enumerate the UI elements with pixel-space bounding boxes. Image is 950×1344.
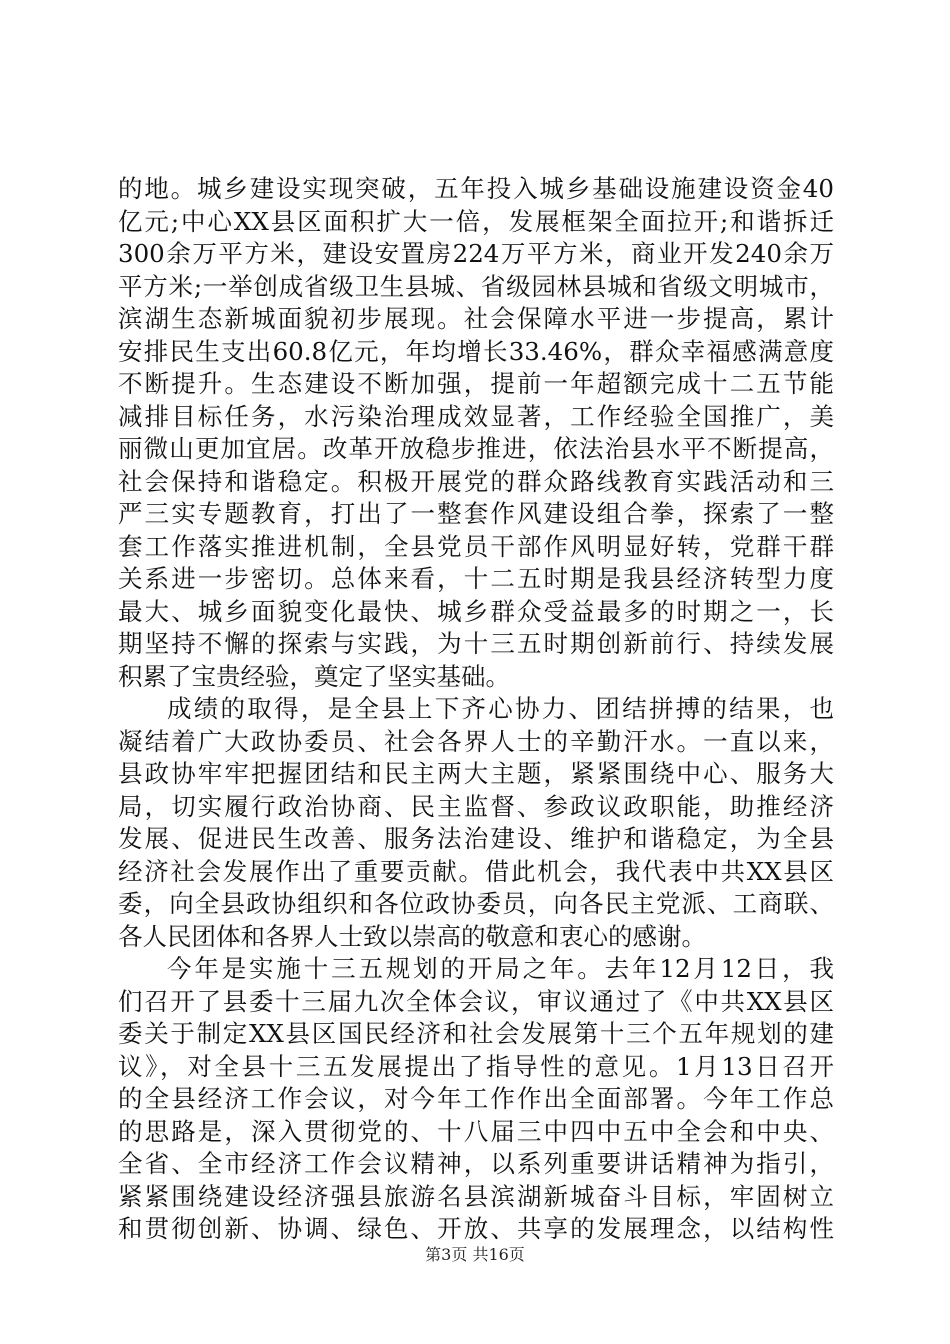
paragraph-first-line: 今年是实施十三五规划的开局之年。去年12月12日，我	[167, 954, 834, 983]
page-number-footer: 第3页 共16页	[425, 1245, 525, 1264]
text-line: 发展、促进民生改善、服务法治建设、维护和谐稳定，为全县	[118, 824, 834, 853]
text-line: 安排民生支出60.8亿元，年均增长33.46%，群众幸福感满意度	[118, 336, 834, 366]
text-line: 丽微山更加宜居。改革开放稳步推进，依法治县水平不断提高，	[118, 434, 834, 463]
text-line: 和贯彻创新、协调、绿色、开放、共享的发展理念，以结构性	[118, 1214, 834, 1243]
text-line: 不断提升。生态建设不断加强，提前一年超额完成十二五节能	[118, 369, 834, 398]
text-line: 经济社会发展作出了重要贡献。借此机会，我代表中共XX县区	[118, 856, 834, 886]
paragraph-first-line: 成绩的取得，是全县上下齐心协力、团结拼搏的结果，也	[167, 694, 834, 723]
text-line: 亿元;中心XX县区面积扩大一倍，发展框架全面拉开;和谐拆迁	[118, 206, 834, 236]
text-line: 社会保持和谐稳定。积极开展党的群众路线教育实践活动和三	[118, 466, 834, 496]
text-line: 积累了宝贵经验，奠定了坚实基础。	[118, 661, 510, 691]
text-line: 凝结着广大政协委员、社会各界人士的辛勤汗水。一直以来，	[118, 726, 834, 756]
text-line: 的全县经济工作会议，对今年工作作出全面部署。今年工作总	[118, 1084, 834, 1113]
text-line: 委，向全县政协组织和各位政协委员，向各民主党派、工商联、	[118, 889, 834, 918]
text-line: 的思路是，深入贯彻党的、十八届三中四中五中全会和中央、	[118, 1116, 834, 1146]
text-line: 议》，对全县十三五发展提出了指导性的意见。1月13日召开	[118, 1051, 834, 1081]
text-line: 的地。城乡建设实现突破，五年投入城乡基础设施建设资金40	[118, 174, 834, 203]
text-line: 减排目标任务，水污染治理成效显著，工作经验全国推广，美	[118, 401, 834, 431]
body-text	[118, 173, 834, 1246]
text-line: 严三实专题教育，打出了一整套作风建设组合拳，探索了一整	[118, 499, 834, 528]
text-line: 局，切实履行政治协商、民主监督、参政议政职能，助推经济	[118, 791, 834, 821]
text-line: 最大、城乡面貌变化最快、城乡群众受益最多的时期之一，长	[118, 596, 834, 626]
text-line: 委关于制定XX县区国民经济和社会发展第十三个五年规划的建	[118, 1019, 834, 1048]
text-line: 期坚持不懈的探索与实践，为十三五时期创新前行、持续发展	[118, 629, 834, 658]
text-line: 紧紧围绕建设经济强县旅游名县滨湖新城奋斗目标，牢固树立	[118, 1181, 834, 1211]
text-line: 300余万平方米，建设安置房224万平方米，商业开发240余万	[118, 239, 834, 268]
text-line: 县政协牢牢把握团结和民主两大主题，紧紧围绕中心、服务大	[118, 759, 834, 788]
text-line: 滨湖生态新城面貌初步展现。社会保障水平进一步提高，累计	[118, 304, 834, 333]
text-line: 平方米;一举创成省级卫生县城、省级园林县城和省级文明城市，	[118, 271, 834, 301]
text-line: 各人民团体和各界人士致以崇高的敬意和衷心的感谢。	[118, 921, 706, 951]
text-line: 们召开了县委十三届九次全体会议，审议通过了《中共XX县区	[118, 986, 834, 1016]
text-line: 关系进一步密切。总体来看，十二五时期是我县经济转型力度	[118, 564, 834, 593]
text-line: 全省、全市经济工作会议精神，以系列重要讲话精神为指引，	[118, 1149, 834, 1178]
text-line: 套工作落实推进机制，全县党员干部作风明显好转，党群干群	[118, 531, 834, 561]
